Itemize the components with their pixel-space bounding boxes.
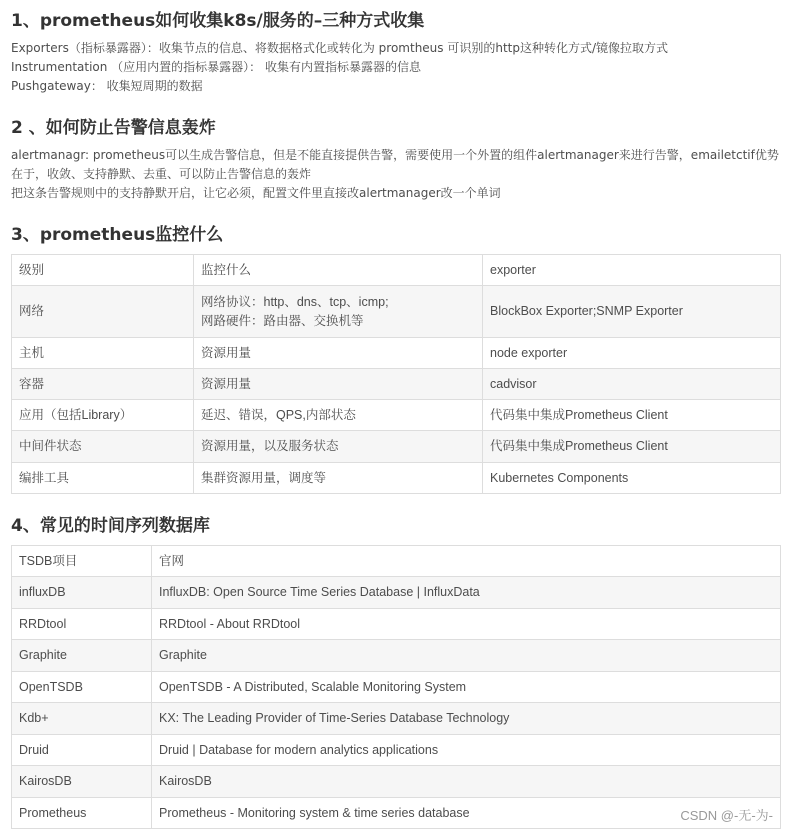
tsdb-name-cell: OpenTSDB xyxy=(12,672,152,703)
level-cell: 主机 xyxy=(12,338,194,369)
what-cell: 延迟、错误，QPS,内部状态 xyxy=(194,400,483,431)
section2-title: 2 、如何防止告警信息轰炸 xyxy=(11,118,216,138)
what-cell: 资源用量 xyxy=(194,369,483,400)
header-cell: 官网 xyxy=(152,546,781,577)
header-cell: exporter xyxy=(483,255,781,286)
table-row xyxy=(12,286,781,338)
table-row xyxy=(12,431,781,463)
exporter-cell: Kubernetes Components xyxy=(483,463,781,494)
section1-line: Exporters（指标暴露器）：收集节点的信息、将数据格式化或转化为 promtheus 可识别的http这种转化方式/镜像拉取方式 xyxy=(11,41,669,55)
section2-line: 把这条告警规则中的支持静默开启，让它必须，配置文件里直接改alertmanager改一个单词 xyxy=(11,186,501,200)
tsdb-name-cell: Graphite xyxy=(12,640,152,672)
level-cell: 网络 xyxy=(12,286,194,338)
tsdb-site-link[interactable]: OpenTSDB - A Distributed, Scalable Monitoring System xyxy=(152,672,781,703)
section1-line: Pushgateway： 收集短周期的数据 xyxy=(11,79,203,93)
tsdb-site-link[interactable]: RRDtool - About RRDtool xyxy=(152,609,781,640)
header-cell: 监控什么 xyxy=(194,255,483,286)
table-row xyxy=(12,703,781,735)
what-cell xyxy=(194,286,483,338)
tsdb-site-link[interactable]: InfluxDB: Open Source Time Series Database | InfluxData xyxy=(152,577,781,609)
exporter-cell: 代码集中集成Prometheus Client xyxy=(483,400,781,431)
what-cell: 资源用量，以及服务状态 xyxy=(194,431,483,463)
table-row xyxy=(12,463,781,494)
tsdb-site-link[interactable]: KX: The Leading Provider of Time-Series Database Technology xyxy=(152,703,781,735)
section2-line: alertmanagr: prometheus可以生成告警信息，但是不能直接提供告警，需要使用一个外置的组件alertmanager来进行告警，emailetctif优势在于，收敛、支持静默、去重、可以防止告警信息的轰炸 xyxy=(11,148,779,181)
level-cell: 容器 xyxy=(12,369,194,400)
tsdb-site-link[interactable]: Druid | Database for modern analytics applications xyxy=(152,735,781,766)
section1-title: 1、prometheus如何收集k8s/服务的–三种方式收集 xyxy=(11,11,425,31)
csdn-watermark: CSDN @-无-为- xyxy=(680,808,773,823)
header-cell: TSDB项目 xyxy=(12,546,152,577)
tsdb-site-link[interactable]: Graphite xyxy=(152,640,781,672)
tsdb-name-cell: Kdb+ xyxy=(12,703,152,735)
exporter-cell: 代码集中集成Prometheus Client xyxy=(483,431,781,463)
header-cell: 级别 xyxy=(12,255,194,286)
table-row xyxy=(12,640,781,672)
section2-paragraph xyxy=(11,146,780,203)
exporter-cell: cadvisor xyxy=(483,369,781,400)
table-row xyxy=(12,338,781,369)
tsdb-name-cell: influxDB xyxy=(12,577,152,609)
level-cell: 中间件状态 xyxy=(12,431,194,463)
table-row xyxy=(12,672,781,703)
tsdb-site-link[interactable]: Prometheus - Monitoring system & time series database xyxy=(152,798,781,829)
level-cell: 编排工具 xyxy=(12,463,194,494)
table-row xyxy=(12,369,781,400)
monitoring-table xyxy=(11,254,781,494)
table-header-row xyxy=(12,546,781,577)
tsdb-table xyxy=(11,545,781,829)
table-row xyxy=(12,766,781,798)
exporter-cell: BlockBox Exporter;SNMP Exporter xyxy=(483,286,781,338)
exporter-cell: node exporter xyxy=(483,338,781,369)
what-cell: 集群资源用量，调度等 xyxy=(194,463,483,494)
level-cell: 应用（包括Library） xyxy=(12,400,194,431)
table-row xyxy=(12,400,781,431)
what-line: 网路硬件：路由器、交换机等 xyxy=(201,313,364,328)
what-line: 网络协议：http、dns、tcp、icmp; xyxy=(201,294,389,309)
table-row xyxy=(12,577,781,609)
section1-paragraph xyxy=(11,39,780,96)
tsdb-name-cell: Prometheus xyxy=(12,798,152,829)
what-cell: 资源用量 xyxy=(194,338,483,369)
table-row xyxy=(12,735,781,766)
table-row xyxy=(12,609,781,640)
tsdb-name-cell: KairosDB xyxy=(12,766,152,798)
tsdb-name-cell: Druid xyxy=(12,735,152,766)
table-header-row xyxy=(12,255,781,286)
section1-line: Instrumentation （应用内置的指标暴露器）： 收集有内置指标暴露器的信息 xyxy=(11,60,421,74)
tsdb-name-cell: RRDtool xyxy=(12,609,152,640)
section3-title: 3、prometheus监控什么 xyxy=(11,225,224,245)
table-row xyxy=(12,798,781,829)
tsdb-site-link[interactable]: KairosDB xyxy=(152,766,781,798)
section4-title: 4、常见的时间序列数据库 xyxy=(11,516,210,536)
